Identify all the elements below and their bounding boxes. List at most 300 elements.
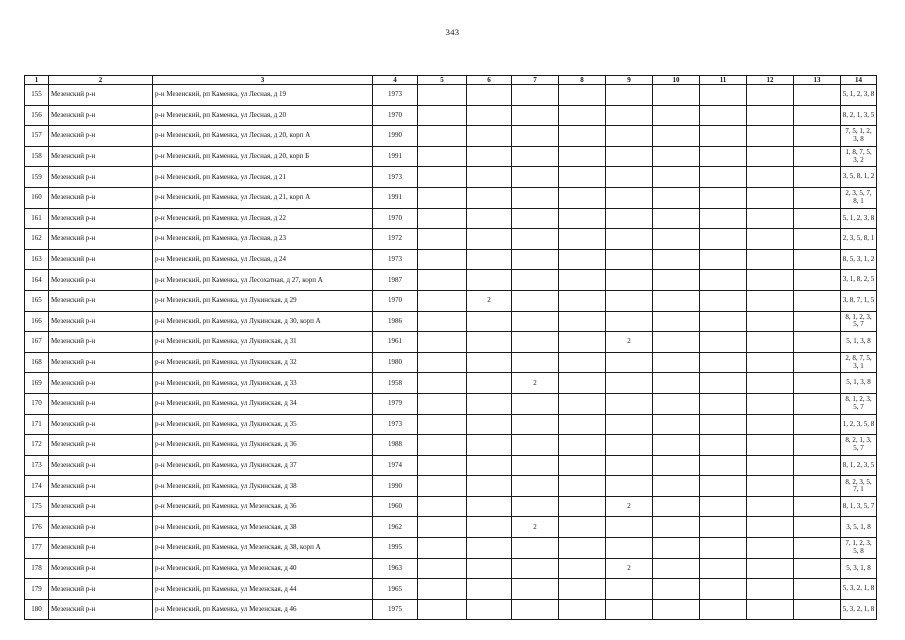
cell-col-6: [467, 558, 512, 579]
cell-address: р-н Мезенский, рп Каменка, ул Лукинская, д 35: [153, 414, 373, 435]
cell-col-10: [653, 393, 700, 414]
cell-col-12: [747, 579, 794, 600]
cell-year: 1965: [373, 579, 418, 600]
cell-col-11: [700, 496, 747, 517]
cell-col-5: [418, 579, 467, 600]
cell-col-8: [559, 538, 606, 559]
cell-address: р-н Мезенский, рп Каменка, ул Лукинская, д 31: [153, 332, 373, 353]
cell-col-13: [794, 270, 841, 291]
cell-codes: 8, 1, 2, 3, 5, 7: [841, 311, 877, 332]
cell-col-12: [747, 517, 794, 538]
cell-col-12: [747, 496, 794, 517]
cell-col-13: [794, 579, 841, 600]
cell-codes: 2, 8, 7, 5, 3, 1: [841, 352, 877, 373]
cell-codes: 8, 1, 2, 3, 5: [841, 455, 877, 476]
cell-year: 1958: [373, 373, 418, 394]
cell-district: Мезенский р-н: [49, 373, 153, 394]
cell-address: р-н Мезенский, рп Каменка, ул Лесная, д 20, корп Б: [153, 146, 373, 167]
cell-address: р-н Мезенский, рп Каменка, ул Мезенская, д 38, корп А: [153, 538, 373, 559]
column-header-13: 13: [794, 76, 841, 85]
cell-col-8: [559, 208, 606, 229]
cell-col-11: [700, 105, 747, 126]
cell-col-11: [700, 373, 747, 394]
table-row: [25, 85, 877, 106]
column-header-8: 8: [559, 76, 606, 85]
cell-district: Мезенский р-н: [49, 393, 153, 414]
cell-col-12: [747, 208, 794, 229]
cell-col-13: [794, 187, 841, 208]
cell-col-9: [606, 167, 653, 188]
cell-row-number: 163: [25, 249, 49, 270]
cell-col-9: [606, 538, 653, 559]
cell-col-7: [512, 352, 559, 373]
cell-col-11: [700, 290, 747, 311]
table-row: [25, 435, 877, 456]
cell-col-7: 2: [512, 373, 559, 394]
cell-row-number: 173: [25, 455, 49, 476]
cell-col-5: [418, 496, 467, 517]
cell-district: Мезенский р-н: [49, 538, 153, 559]
cell-col-8: [559, 332, 606, 353]
cell-col-10: [653, 126, 700, 147]
table-row: [25, 476, 877, 497]
cell-col-12: [747, 167, 794, 188]
cell-col-6: [467, 229, 512, 250]
cell-col-5: [418, 455, 467, 476]
cell-address: р-н Мезенский, рп Каменка, ул Лесная, д 22: [153, 208, 373, 229]
cell-col-10: [653, 332, 700, 353]
cell-col-7: [512, 167, 559, 188]
cell-col-5: [418, 414, 467, 435]
cell-col-9: [606, 311, 653, 332]
cell-codes: 3, 5, 1, 8: [841, 517, 877, 538]
column-header-7: 7: [512, 76, 559, 85]
cell-col-9: [606, 435, 653, 456]
cell-col-11: [700, 85, 747, 106]
cell-year: 1972: [373, 229, 418, 250]
cell-codes: 8, 1, 3, 5, 7: [841, 496, 877, 517]
table-row: [25, 146, 877, 167]
cell-col-10: [653, 435, 700, 456]
cell-col-11: [700, 270, 747, 291]
cell-district: Мезенский р-н: [49, 126, 153, 147]
cell-col-9: [606, 517, 653, 538]
cell-col-6: [467, 352, 512, 373]
cell-col-6: [467, 146, 512, 167]
cell-row-number: 176: [25, 517, 49, 538]
table-header: [25, 76, 877, 85]
cell-address: р-н Мезенский, рп Каменка, ул Лукинская, д 30, корп А: [153, 311, 373, 332]
cell-address: р-н Мезенский, рп Каменка, ул Мезенская, д 38: [153, 517, 373, 538]
column-header-1: 1: [25, 76, 49, 85]
cell-col-13: [794, 373, 841, 394]
cell-col-12: [747, 105, 794, 126]
cell-col-9: [606, 187, 653, 208]
cell-col-6: [467, 435, 512, 456]
cell-col-6: [467, 455, 512, 476]
table-row: [25, 187, 877, 208]
cell-codes: 3, 1, 8, 2, 5: [841, 270, 877, 291]
cell-col-8: [559, 455, 606, 476]
cell-col-13: [794, 455, 841, 476]
cell-col-11: [700, 517, 747, 538]
cell-col-6: [467, 270, 512, 291]
cell-col-5: [418, 352, 467, 373]
cell-year: 1973: [373, 249, 418, 270]
cell-col-13: [794, 332, 841, 353]
cell-year: 1973: [373, 414, 418, 435]
cell-col-13: [794, 538, 841, 559]
cell-col-11: [700, 579, 747, 600]
cell-col-7: [512, 599, 559, 620]
cell-address: р-н Мезенский, рп Каменка, ул Лукинская, д 29: [153, 290, 373, 311]
cell-row-number: 166: [25, 311, 49, 332]
cell-col-8: [559, 146, 606, 167]
cell-col-13: [794, 311, 841, 332]
cell-col-6: [467, 105, 512, 126]
cell-col-6: [467, 167, 512, 188]
cell-codes: 8, 1, 2, 3, 5, 7: [841, 393, 877, 414]
cell-col-13: [794, 558, 841, 579]
table-row: [25, 579, 877, 600]
cell-col-12: [747, 229, 794, 250]
cell-col-10: [653, 146, 700, 167]
cell-col-7: [512, 455, 559, 476]
cell-col-12: [747, 85, 794, 106]
cell-year: 1960: [373, 496, 418, 517]
cell-col-13: [794, 105, 841, 126]
cell-col-5: [418, 146, 467, 167]
cell-col-8: [559, 270, 606, 291]
cell-row-number: 162: [25, 229, 49, 250]
cell-col-7: [512, 126, 559, 147]
cell-district: Мезенский р-н: [49, 352, 153, 373]
cell-col-5: [418, 270, 467, 291]
cell-col-11: [700, 414, 747, 435]
cell-district: Мезенский р-н: [49, 270, 153, 291]
cell-col-10: [653, 270, 700, 291]
cell-col-11: [700, 126, 747, 147]
cell-district: Мезенский р-н: [49, 476, 153, 497]
cell-col-5: [418, 332, 467, 353]
cell-col-7: [512, 187, 559, 208]
cell-codes: 5, 3, 2, 1, 8: [841, 579, 877, 600]
cell-col-12: [747, 126, 794, 147]
cell-district: Мезенский р-н: [49, 146, 153, 167]
cell-row-number: 156: [25, 105, 49, 126]
cell-col-6: [467, 393, 512, 414]
cell-col-5: [418, 187, 467, 208]
cell-col-13: [794, 496, 841, 517]
cell-col-11: [700, 187, 747, 208]
cell-row-number: 157: [25, 126, 49, 147]
cell-col-8: [559, 126, 606, 147]
cell-col-9: [606, 599, 653, 620]
cell-col-6: 2: [467, 290, 512, 311]
cell-district: Мезенский р-н: [49, 290, 153, 311]
cell-col-5: [418, 167, 467, 188]
cell-col-12: [747, 290, 794, 311]
cell-col-10: [653, 517, 700, 538]
cell-col-7: [512, 229, 559, 250]
cell-col-7: [512, 311, 559, 332]
cell-col-10: [653, 208, 700, 229]
cell-col-12: [747, 311, 794, 332]
column-header-12: 12: [747, 76, 794, 85]
table-row: [25, 270, 877, 291]
cell-col-7: [512, 290, 559, 311]
cell-address: р-н Мезенский, рп Каменка, ул Лесная, д 24: [153, 249, 373, 270]
cell-col-5: [418, 393, 467, 414]
cell-col-13: [794, 208, 841, 229]
cell-year: 1975: [373, 599, 418, 620]
cell-col-13: [794, 476, 841, 497]
cell-col-6: [467, 208, 512, 229]
cell-row-number: 171: [25, 414, 49, 435]
cell-district: Мезенский р-н: [49, 332, 153, 353]
cell-col-8: [559, 579, 606, 600]
cell-col-11: [700, 352, 747, 373]
cell-year: 1973: [373, 167, 418, 188]
table-row: [25, 373, 877, 394]
cell-address: р-н Мезенский, рп Каменка, ул Лесная, д 23: [153, 229, 373, 250]
cell-col-10: [653, 579, 700, 600]
cell-col-6: [467, 599, 512, 620]
cell-col-11: [700, 146, 747, 167]
cell-col-12: [747, 455, 794, 476]
cell-year: 1988: [373, 435, 418, 456]
cell-district: Мезенский р-н: [49, 435, 153, 456]
cell-col-7: [512, 579, 559, 600]
cell-row-number: 174: [25, 476, 49, 497]
cell-col-13: [794, 352, 841, 373]
cell-col-8: [559, 352, 606, 373]
cell-address: р-н Мезенский, рп Каменка, ул Лукинская, д 34: [153, 393, 373, 414]
cell-col-13: [794, 167, 841, 188]
cell-address: р-н Мезенский, рп Каменка, ул Лукинская, д 36: [153, 435, 373, 456]
table-row: [25, 311, 877, 332]
cell-district: Мезенский р-н: [49, 517, 153, 538]
cell-district: Мезенский р-н: [49, 249, 153, 270]
cell-col-6: [467, 476, 512, 497]
cell-year: 1990: [373, 476, 418, 497]
cell-col-10: [653, 496, 700, 517]
cell-col-11: [700, 599, 747, 620]
cell-col-9: [606, 85, 653, 106]
table-row: [25, 332, 877, 353]
cell-row-number: 155: [25, 85, 49, 106]
cell-col-6: [467, 579, 512, 600]
cell-row-number: 175: [25, 496, 49, 517]
cell-address: р-н Мезенский, рп Каменка, ул Лукинская, д 38: [153, 476, 373, 497]
cell-col-7: [512, 105, 559, 126]
cell-col-12: [747, 558, 794, 579]
cell-col-8: [559, 599, 606, 620]
table-row: [25, 290, 877, 311]
cell-district: Мезенский р-н: [49, 208, 153, 229]
cell-row-number: 180: [25, 599, 49, 620]
cell-col-8: [559, 249, 606, 270]
cell-year: 1970: [373, 105, 418, 126]
cell-col-6: [467, 538, 512, 559]
cell-year: 1970: [373, 290, 418, 311]
cell-col-11: [700, 435, 747, 456]
cell-address: р-н Мезенский, рп Каменка, ул Лукинская, д 37: [153, 455, 373, 476]
cell-col-9: [606, 270, 653, 291]
table-row: [25, 599, 877, 620]
cell-address: р-н Мезенский, рп Каменка, ул Лесохатная, д 27, корп А: [153, 270, 373, 291]
table-row: [25, 455, 877, 476]
cell-col-12: [747, 414, 794, 435]
cell-col-5: [418, 558, 467, 579]
cell-row-number: 168: [25, 352, 49, 373]
cell-col-7: [512, 414, 559, 435]
cell-year: 1980: [373, 352, 418, 373]
housing-table: [24, 75, 877, 620]
cell-col-5: [418, 311, 467, 332]
cell-col-13: [794, 393, 841, 414]
table-row: [25, 352, 877, 373]
column-header-6: 6: [467, 76, 512, 85]
cell-col-5: [418, 126, 467, 147]
cell-codes: 7, 5, 1, 2, 3, 8: [841, 126, 877, 147]
cell-codes: 8, 2, 1, 3, 5: [841, 105, 877, 126]
cell-row-number: 160: [25, 187, 49, 208]
cell-year: 1986: [373, 311, 418, 332]
cell-codes: 5, 1, 2, 3, 8: [841, 208, 877, 229]
cell-col-9: [606, 373, 653, 394]
cell-col-12: [747, 187, 794, 208]
cell-district: Мезенский р-н: [49, 229, 153, 250]
cell-address: р-н Мезенский, рп Каменка, ул Лукинская, д 33: [153, 373, 373, 394]
cell-col-13: [794, 126, 841, 147]
cell-codes: 3, 8, 7, 1, 5: [841, 290, 877, 311]
cell-year: 1991: [373, 187, 418, 208]
cell-year: 1962: [373, 517, 418, 538]
cell-year: 1979: [373, 393, 418, 414]
cell-col-8: [559, 435, 606, 456]
cell-col-9: [606, 290, 653, 311]
cell-col-9: [606, 579, 653, 600]
cell-col-8: [559, 373, 606, 394]
cell-col-8: [559, 517, 606, 538]
cell-codes: 1, 2, 3, 5, 8: [841, 414, 877, 435]
cell-codes: 5, 1, 3, 8: [841, 332, 877, 353]
cell-year: 1991: [373, 146, 418, 167]
cell-col-9: 2: [606, 558, 653, 579]
cell-col-8: [559, 393, 606, 414]
cell-year: 1995: [373, 538, 418, 559]
cell-row-number: 178: [25, 558, 49, 579]
cell-col-5: [418, 476, 467, 497]
cell-col-13: [794, 85, 841, 106]
cell-address: р-н Мезенский, рп Каменка, ул Лукинская, д 32: [153, 352, 373, 373]
cell-address: р-н Мезенский, рп Каменка, ул Мезенская, д 44: [153, 579, 373, 600]
table-row: [25, 229, 877, 250]
cell-col-7: [512, 146, 559, 167]
cell-row-number: 158: [25, 146, 49, 167]
cell-col-10: [653, 558, 700, 579]
cell-col-7: [512, 393, 559, 414]
cell-col-10: [653, 311, 700, 332]
column-header-5: 5: [418, 76, 467, 85]
cell-col-12: [747, 599, 794, 620]
header-row: [25, 76, 877, 85]
cell-col-8: [559, 496, 606, 517]
cell-year: 1990: [373, 126, 418, 147]
cell-col-5: [418, 517, 467, 538]
cell-col-8: [559, 311, 606, 332]
cell-col-5: [418, 373, 467, 394]
cell-col-6: [467, 126, 512, 147]
cell-codes: 1, 8, 7, 5, 3, 2: [841, 146, 877, 167]
cell-year: 1987: [373, 270, 418, 291]
table-row: [25, 414, 877, 435]
cell-col-6: [467, 373, 512, 394]
table-body: [25, 85, 877, 620]
cell-col-9: 2: [606, 496, 653, 517]
cell-col-10: [653, 290, 700, 311]
cell-col-6: [467, 85, 512, 106]
cell-col-12: [747, 270, 794, 291]
cell-col-5: [418, 599, 467, 620]
cell-row-number: 165: [25, 290, 49, 311]
cell-address: р-н Мезенский, рп Каменка, ул Мезенская, д 46: [153, 599, 373, 620]
cell-col-12: [747, 352, 794, 373]
table-row: [25, 517, 877, 538]
cell-col-10: [653, 85, 700, 106]
cell-col-10: [653, 105, 700, 126]
cell-district: Мезенский р-н: [49, 167, 153, 188]
cell-col-6: [467, 414, 512, 435]
column-header-10: 10: [653, 76, 700, 85]
cell-codes: 3, 5, 8, 1, 2: [841, 167, 877, 188]
cell-col-11: [700, 393, 747, 414]
cell-col-7: [512, 249, 559, 270]
cell-col-6: [467, 187, 512, 208]
cell-row-number: 177: [25, 538, 49, 559]
cell-col-5: [418, 290, 467, 311]
cell-col-9: [606, 229, 653, 250]
cell-col-12: [747, 393, 794, 414]
cell-col-6: [467, 311, 512, 332]
cell-col-6: [467, 496, 512, 517]
table-row: [25, 538, 877, 559]
cell-address: р-н Мезенский, рп Каменка, ул Мезенская, д 36: [153, 496, 373, 517]
cell-address: р-н Мезенский, рп Каменка, ул Лесная, д 19: [153, 85, 373, 106]
cell-district: Мезенский р-н: [49, 496, 153, 517]
cell-col-7: [512, 332, 559, 353]
cell-col-11: [700, 208, 747, 229]
cell-row-number: 170: [25, 393, 49, 414]
cell-col-9: [606, 476, 653, 497]
cell-col-11: [700, 229, 747, 250]
table-row: [25, 558, 877, 579]
column-header-14: 14: [841, 76, 877, 85]
cell-district: Мезенский р-н: [49, 414, 153, 435]
cell-district: Мезенский р-н: [49, 85, 153, 106]
cell-district: Мезенский р-н: [49, 599, 153, 620]
cell-col-10: [653, 187, 700, 208]
table-row: [25, 249, 877, 270]
table-row: [25, 496, 877, 517]
cell-district: Мезенский р-н: [49, 558, 153, 579]
column-header-3: 3: [153, 76, 373, 85]
cell-col-8: [559, 105, 606, 126]
cell-col-11: [700, 311, 747, 332]
cell-col-8: [559, 229, 606, 250]
cell-col-13: [794, 229, 841, 250]
